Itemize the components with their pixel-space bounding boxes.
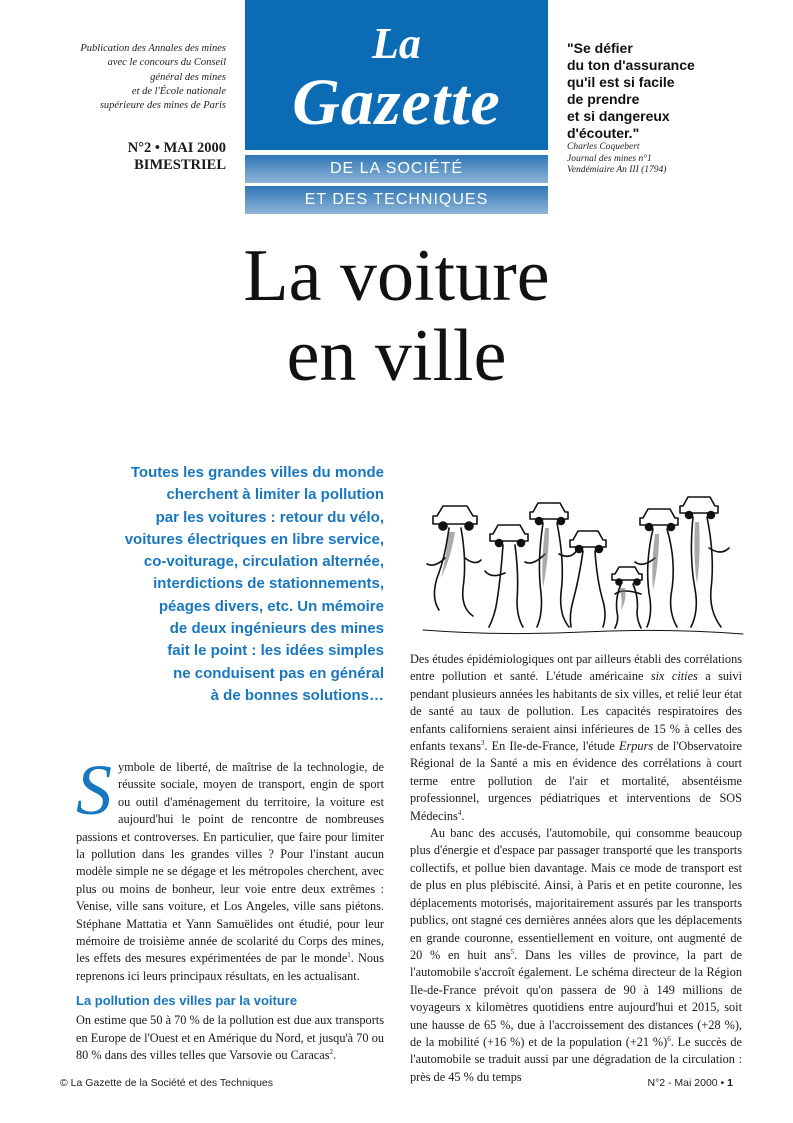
quote-source	[567, 142, 767, 177]
publication-line: avec le concours du Conseil	[107, 57, 226, 69]
page-number: 1	[727, 1077, 733, 1089]
drop-cap: S	[76, 750, 112, 830]
lead-line: interdictions de stationnements,	[153, 575, 384, 593]
quote-line: du ton d'assurance	[567, 57, 695, 73]
footnote-ref[interactable]: 5	[510, 947, 515, 956]
lead-line: Toutes les grandes villes du monde	[130, 464, 384, 481]
quote-journal: Journal des mines n°1	[567, 153, 652, 164]
title-line: La voiture	[243, 235, 550, 317]
quote-line: de prendre	[567, 91, 640, 107]
publication-line: Publication des Annales des mines	[80, 43, 226, 54]
masthead-logo	[245, 0, 548, 150]
lead-line: cherchent à limiter la pollution	[166, 486, 384, 504]
lead-line: à de bonnes solutions…	[210, 686, 384, 704]
masthead-la: La	[372, 19, 421, 68]
publication-line: général des mines	[150, 71, 226, 83]
lead-line: co-voiturage, circulation alternée,	[143, 553, 384, 571]
quote-line: d'écouter."	[567, 125, 640, 141]
publication-line: et de l'École nationale	[131, 85, 226, 97]
lead-line: fait le point : les idées simples	[167, 642, 384, 660]
footnote-ref[interactable]: 1	[347, 951, 351, 960]
quote-line: "Se défier	[567, 40, 633, 56]
lead-line: ne conduisent pas en général	[173, 664, 384, 682]
body-paragraph: Au banc des accusés, l'automobile, qui consomme beaucoup plus d'énergie et d'espace par passager transporté que les transports collectifs, et pollue bien davantage. Mais ce mode de transport est de plus en plus plébiscité. Ainsi, à Paris et en petite couronne, les déplacements motorisés, majoritairement assurés par les transports publics, ont stagné ces dernières années alors que les déplacements en grande couronne, essentiellement en voiture, ont augmenté de 20 % en huit ans$^5$. Dans les villes de province, la part de l'automobile s'accroît également. Le schéma directeur de la Région Ile-de-France prévoit qu'on passera de 90 à 149 millions de voyageurs x kilomètres quotidiens entre aujourd'hui et 2015, soit une hausse de 65 %, due à l'accroissement des distances (+28 %), de la mobilité (+16 %) et de la population (+21 %)$^6$. Le succès de l'automobile se traduit aussi par une dégradation de la circulation : près de 45 % du temps	[410, 826, 743, 1084]
masthead-band-top: DE LA SOCIÉTÉ	[245, 155, 548, 183]
quote-line: et si dangereux	[567, 108, 670, 124]
article-lead	[80, 462, 384, 707]
footnote-ref[interactable]: 2	[329, 1048, 334, 1056]
footer-page-info	[647, 1077, 733, 1089]
footnote-ref[interactable]: 3	[480, 738, 485, 747]
lead-line: péages divers, etc. Un mémoire	[158, 597, 384, 615]
body-paragraph: Des études épidémiologiques ont par ailleurs établi des corrélations entre pollution et santé. L'étude américaine six cities a suivi pendant plusieurs années les habitants de six villes, et relié leur état de santé au taux de pollution. Les capacités respiratoires des enfants californiens seraient ainsi inférieures de 15 % à celles des enfants texans$^3$. En Ile-de-France, l'étude Erpurs de l'Observatoire Régional de la Santé a mis en évidence des corrélations à court terme entre pollution de l'air et mortalité, absentéisme professionnel, urgences pédiatriques et interventions de SOS Médecins$^4$.	[410, 652, 743, 823]
lead-line: de deux ingénieurs des mines	[169, 620, 384, 638]
publication-credits	[60, 42, 226, 113]
issue-info	[90, 140, 226, 174]
body-column-left	[76, 750, 384, 1065]
title-line: en ville	[286, 315, 507, 397]
quote-author: Charles Coquebert	[567, 142, 640, 152]
footnote-ref[interactable]: 4	[457, 808, 462, 817]
masthead-gazette: Gazette	[292, 66, 501, 139]
body-paragraph: On estime que 50 à 70 % de la pollution est due aux transports en Europe de l'Ouest et en Amérique du Nord, et jusqu'à 70 ou 80 % dans des villes telles que Varsovie ou Caracas$^2$.	[76, 1013, 384, 1063]
quote-line: qu'il est si facile	[567, 74, 675, 90]
lead-line: voitures électriques en libre service,	[124, 530, 384, 548]
publication-line: supérieure des mines de Paris	[99, 100, 226, 112]
section-subheading: La pollution des villes par la voiture	[76, 993, 298, 1009]
issue-number: N°2 • MAI 2000	[127, 140, 226, 156]
footer-issue: N°2 - Mai 2000 •	[647, 1077, 728, 1089]
cars-people-illustration	[415, 488, 745, 638]
quote-date: Vendémiaire An III (1794)	[567, 165, 667, 175]
epigraph-quote	[567, 40, 767, 142]
lead-line: par les voitures : retour du vélo,	[155, 508, 384, 526]
footnote-ref[interactable]: 6	[667, 1034, 671, 1043]
body-column-right	[410, 651, 742, 1086]
body-paragraph: Symbole de liberté, de maîtrise de la technologie, de réussite sociale, moyen de transport, engin de sport ou outil d'aménagement du territoire, la voiture est aujourd'hui le point de rencontre de nombreuses passions et controverses. En particulier, que faire pour limiter la pollution dans les grandes villes ? Pour l'instant aucun modèle simple ne se dégage et les métropoles cherchent, avec plus ou moins de bonheur, leur voie entre deux extrêmes : Venise, ville sans voiture, et Los Angeles, ville sans piétons. Stéphane Mattatia et Yann Samuëlides ont étudié, pour leur mémoire de troisième année de scolarité du Corps des mines, les effets des mesures expérimentées de par le monde$^1$. Nous reprenons ici leurs principaux résultats, en les actualisant.	[76, 750, 384, 983]
masthead-band-bottom: ET DES TECHNIQUES	[245, 186, 548, 214]
article-title	[0, 236, 793, 396]
footer-copyright: © La Gazette de la Société et des Techniques	[60, 1077, 274, 1089]
issue-frequency: BIMESTRIEL	[134, 157, 226, 173]
